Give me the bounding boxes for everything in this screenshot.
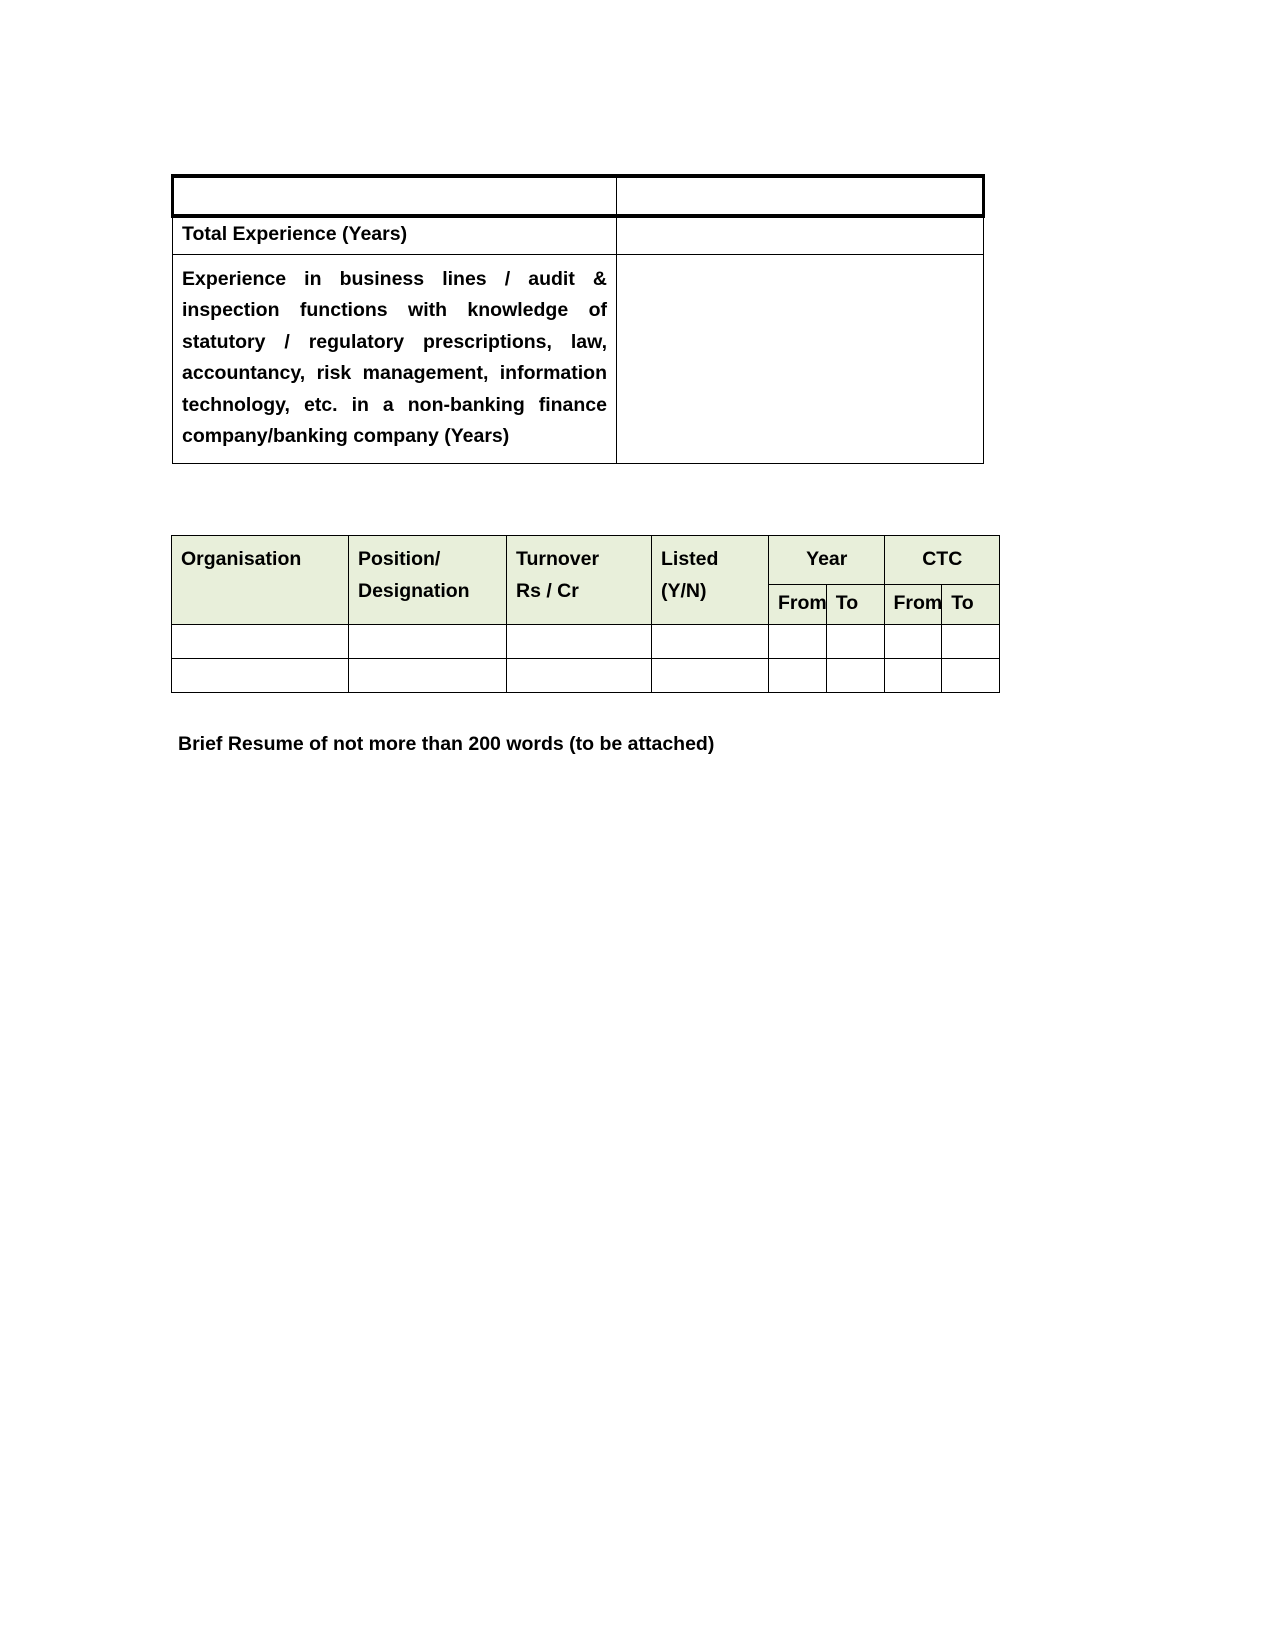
column-header-turnover-line2: Rs / Cr (516, 579, 579, 602)
column-header-turnover (507, 536, 652, 625)
domain-experience-label-text: Experience in business lines / audit & inspection functions with knowledge of statutory / regulatory prescriptions, law, accountancy, risk management, information technology, etc. in a non-banking finance company/banking company (Years) (182, 267, 607, 448)
column-header-turnover-line1: Turnover (516, 548, 600, 570)
table-row (172, 624, 1000, 658)
table-row (172, 658, 1000, 692)
table-row (173, 216, 984, 254)
domain-experience-label (173, 255, 616, 463)
cell-year-to[interactable] (826, 658, 884, 692)
organisation-history-table (171, 535, 1000, 693)
domain-experience-value-cell[interactable] (617, 254, 984, 463)
experience-table-top-row (173, 176, 984, 216)
brief-resume-note: Brief Resume of not more than 200 words (to be attached) (178, 733, 715, 755)
top-row-value-cell[interactable] (617, 176, 984, 216)
cell-listed[interactable] (652, 624, 769, 658)
cell-position[interactable] (349, 658, 507, 692)
total-experience-label: Total Experience (Years) (182, 223, 408, 245)
organisation-table-header-row (172, 536, 1000, 585)
cell-ctc-to[interactable] (942, 658, 1000, 692)
domain-experience-label-cell (173, 254, 617, 463)
column-header-listed-line2: (Y/N) (661, 579, 707, 602)
column-subheader-ctc-from: From (884, 584, 942, 624)
domain-experience-value (617, 255, 983, 271)
column-header-position-line1: Position/ (358, 548, 441, 570)
cell-ctc-from[interactable] (884, 658, 942, 692)
cell-position[interactable] (349, 624, 507, 658)
experience-table (171, 174, 985, 464)
column-subheader-ctc-to: To (942, 584, 1000, 624)
cell-organisation[interactable] (172, 624, 349, 658)
column-header-ctc: CTC (884, 536, 1000, 585)
cell-turnover[interactable] (507, 624, 652, 658)
cell-year-from[interactable] (769, 658, 827, 692)
table-row (173, 254, 984, 463)
column-header-position (349, 536, 507, 625)
cell-year-to[interactable] (826, 624, 884, 658)
cell-year-from[interactable] (769, 624, 827, 658)
column-header-organisation: Organisation (172, 536, 349, 625)
total-experience-value-cell[interactable] (617, 216, 984, 254)
column-header-year: Year (769, 536, 885, 585)
cell-ctc-to[interactable] (942, 624, 1000, 658)
top-row-label-cell (173, 176, 617, 216)
cell-ctc-from[interactable] (884, 624, 942, 658)
top-row-label (174, 178, 616, 194)
column-subheader-year-to: To (826, 584, 884, 624)
total-experience-value (617, 218, 983, 234)
total-experience-label-cell (173, 216, 617, 254)
cell-turnover[interactable] (507, 658, 652, 692)
column-header-listed (652, 536, 769, 625)
cell-listed[interactable] (652, 658, 769, 692)
cell-organisation[interactable] (172, 658, 349, 692)
column-header-position-line2: Designation (358, 579, 470, 602)
column-subheader-year-from: From (769, 584, 827, 624)
column-header-listed-line1: Listed (661, 548, 719, 570)
top-row-value (617, 178, 982, 194)
